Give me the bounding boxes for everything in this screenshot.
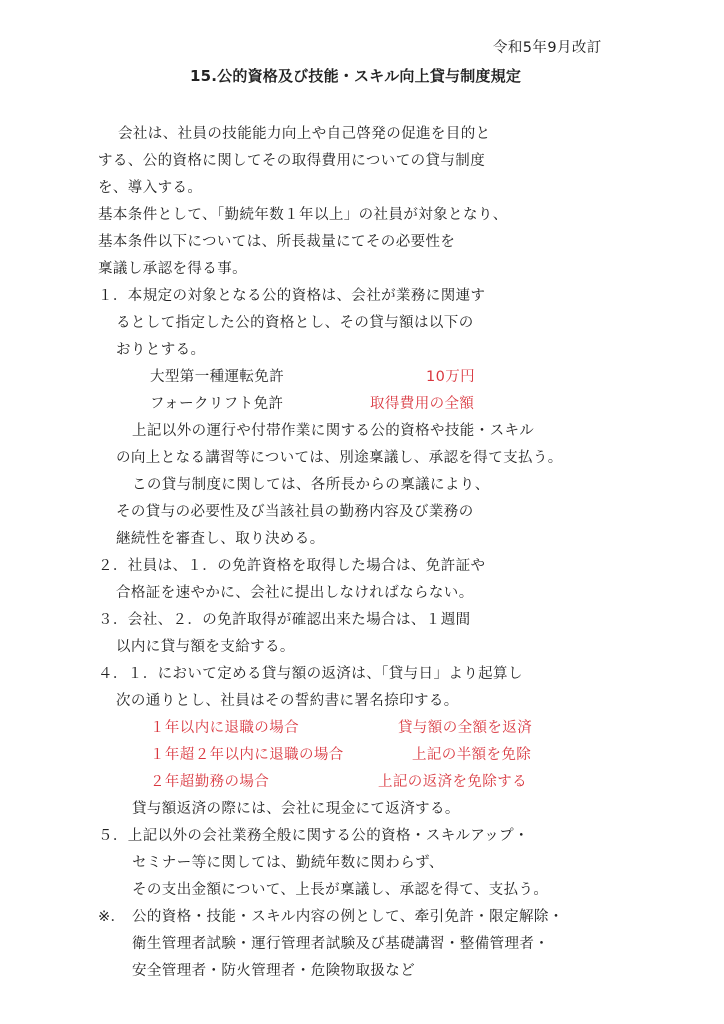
section1-line: おりとする。 xyxy=(116,342,206,358)
note-line: 安全管理者・防火管理者・危険物取扱など xyxy=(132,963,416,979)
note-line: 公的資格・技能・スキル内容の例として、牽引免許・限定解除・ xyxy=(132,909,564,925)
page-title: 15.公的資格及び技能・スキル向上貸与制度規定 xyxy=(190,67,522,85)
section4-line: ４．１．において定める貸与額の返済は、「貸与日」より起算し xyxy=(98,666,523,682)
section1-after-line: その貸与の必要性及び当該社員の勤務内容及び業務の xyxy=(116,504,474,520)
section3-line: 以内に貸与額を支給する。 xyxy=(116,639,295,655)
section4-after: 貸与額返済の際には、会社に現金にて返済する。 xyxy=(132,801,460,817)
section5-line: ５．上記以外の会社業務全般に関する公的資格・スキルアップ・ xyxy=(98,828,529,844)
note-mark: ※． xyxy=(98,909,126,925)
revision-date: 令和5年9月改訂 xyxy=(493,40,602,56)
section1-after-line: 継続性を審査し、取り決める。 xyxy=(116,531,325,547)
intro-line: 基本条件以下については、所長裁量にてその必要性を xyxy=(98,234,456,250)
repayment-condition: １年超２年以内に退職の場合 xyxy=(150,747,344,763)
intro-line: 稟議し承認を得る事。 xyxy=(98,261,247,277)
license-amount: 取得費用の全額 xyxy=(370,396,475,412)
section3-line: ３．会社、２．の免許取得が確認出来た場合は、１週間 xyxy=(98,612,471,628)
intro-line: 会社は、社員の技能能力向上や自己啓発の促進を目的と xyxy=(118,126,491,142)
license-name: 大型第一種運転免許 xyxy=(150,369,285,385)
license-amount: 10万円 xyxy=(426,369,476,385)
license-name: フォークリフト免許 xyxy=(150,396,284,412)
repayment-result: 上記の返済を免除する xyxy=(378,774,527,790)
intro-line: する、公的資格に関してその取得費用についての貸与制度 xyxy=(98,153,486,169)
note-line: 衛生管理者試験・運行管理者試験及び基礎講習・整備管理者・ xyxy=(132,936,550,952)
repayment-result: 貸与額の全額を返済 xyxy=(398,720,533,736)
intro-line: 基本条件として、「勤続年数１年以上」の社員が対象となり、 xyxy=(98,207,508,223)
section4-line: 次の通りとし、社員はその誓約書に署名捺印する。 xyxy=(116,693,459,709)
section1-line: １．本規定の対象となる公的資格は、会社が業務に関連す xyxy=(98,288,486,304)
repayment-condition: ２年超勤務の場合 xyxy=(150,774,270,790)
intro-line: を、導入する。 xyxy=(98,180,203,196)
section1-line: るとして指定した公的資格とし、その貸与額は以下の xyxy=(116,315,474,331)
repayment-result: 上記の半額を免除 xyxy=(412,747,532,763)
section2-line: 合格証を速やかに、会社に提出しなければならない。 xyxy=(116,585,474,601)
section5-line: その支出金額について、上長が稟議し、承認を得て、支払う。 xyxy=(132,882,549,898)
section1-after-line: の向上となる講習等については、別途稟議し、承認を得て支払う。 xyxy=(116,450,563,466)
repayment-condition: １年以内に退職の場合 xyxy=(150,720,299,736)
section1-after-line: 上記以外の運行や付帯作業に関する公的資格や技能・スキル xyxy=(132,423,535,439)
section2-line: ２．社員は、１．の免許資格を取得した場合は、免許証や xyxy=(98,558,486,574)
section5-line: セミナー等に関しては、勤続年数に関わらず、 xyxy=(132,855,444,871)
section1-after-line: この貸与制度に関しては、各所長からの稟議により、 xyxy=(132,477,490,493)
